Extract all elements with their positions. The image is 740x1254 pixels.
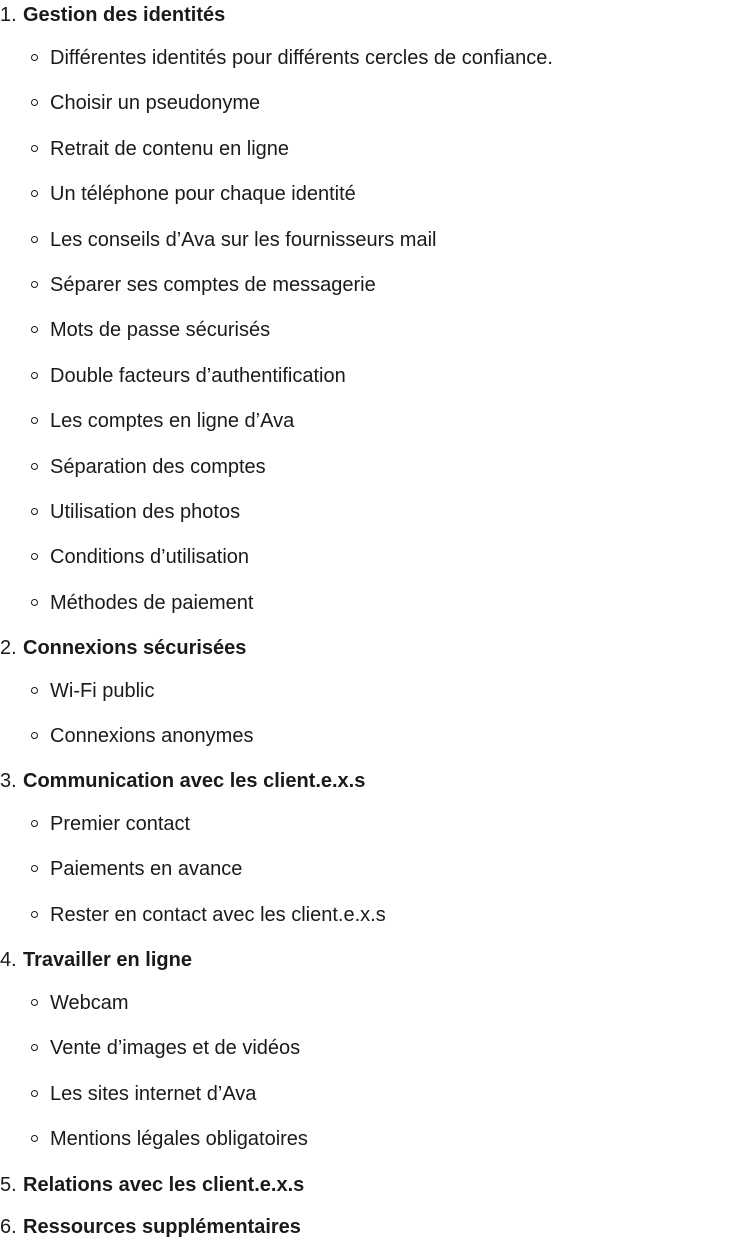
toc-item[interactable] [0,227,740,272]
hollow-circle-bullet-icon [31,1090,38,1097]
toc-item-label[interactable]: Wi-Fi public [50,680,155,702]
toc-item-label[interactable]: Différentes identités pour différents cercles de confiance. [50,47,553,69]
toc-item[interactable] [0,856,740,901]
toc-item-label[interactable]: Méthodes de paiement [50,591,254,614]
section-number: 5. [0,1174,17,1196]
hollow-circle-bullet-icon [31,463,38,470]
section-title[interactable]: Relations avec les client.e.x.s [23,1174,305,1196]
hollow-circle-bullet-icon [31,99,38,106]
section-number: 6. [0,1216,17,1238]
toc-item[interactable] [0,136,740,181]
toc-item-label[interactable]: Séparer ses comptes de messagerie [50,274,376,296]
hollow-circle-bullet-icon [31,508,38,515]
hollow-circle-bullet-icon [31,281,38,288]
toc-item[interactable] [0,408,740,453]
toc-item[interactable] [0,1035,740,1080]
hollow-circle-bullet-icon [31,911,38,918]
toc-item-label[interactable]: Les sites internet d’Ava [50,1082,257,1105]
toc-item-label[interactable]: Conditions d’utilisation [50,546,250,569]
hollow-circle-bullet-icon [31,820,38,827]
section-title[interactable]: Travailler en ligne [23,949,192,971]
hollow-circle-bullet-icon [31,236,38,243]
toc-item[interactable] [0,678,740,723]
section-number: 1. [0,4,17,26]
toc-item[interactable] [0,454,740,499]
section-number: 3. [0,770,17,792]
toc-item[interactable] [0,723,740,768]
section-title[interactable]: Communication avec les client.e.x.s [23,770,366,792]
toc-item-label[interactable]: Webcam [50,992,129,1014]
toc-item[interactable] [0,45,740,90]
toc-item-label[interactable]: Séparation des comptes [50,455,266,478]
toc-item[interactable] [0,544,740,589]
toc-item[interactable] [0,1126,740,1171]
toc-item-label[interactable]: Retrait de contenu en ligne [50,137,290,160]
toc-item-label[interactable]: Les comptes en ligne d’Ava [50,410,295,433]
hollow-circle-bullet-icon [31,372,38,379]
toc-section[interactable] [0,945,740,987]
toc-section[interactable] [0,1212,740,1254]
toc-item[interactable] [0,363,740,408]
hollow-circle-bullet-icon [31,1135,38,1142]
toc-item-label[interactable]: Vente d’images et de vidéos [50,1037,301,1060]
hollow-circle-bullet-icon [31,54,38,61]
toc-item[interactable] [0,1081,740,1126]
hollow-circle-bullet-icon [31,599,38,606]
hollow-circle-bullet-icon [31,1044,38,1051]
toc-item-label[interactable]: Un téléphone pour chaque identité [50,183,356,206]
toc-section[interactable] [0,1170,740,1212]
toc-item-label[interactable]: Double facteurs d’authentification [50,364,346,387]
section-title[interactable]: Connexions sécurisées [23,637,247,659]
toc-item-label[interactable]: Les conseils d’Ava sur les fournisseurs mail [50,228,437,251]
toc-item[interactable] [0,499,740,544]
hollow-circle-bullet-icon [31,999,38,1006]
toc-item[interactable] [0,317,740,362]
section-title[interactable]: Ressources supplémentaires [23,1216,301,1238]
toc-item[interactable] [0,990,740,1035]
toc-item[interactable] [0,590,740,635]
hollow-circle-bullet-icon [31,145,38,152]
toc-item-label[interactable]: Rester en contact avec les client.e.x.s [50,903,386,926]
toc-section[interactable] [0,633,740,675]
toc-item[interactable] [0,90,740,135]
hollow-circle-bullet-icon [31,190,38,197]
section-title[interactable]: Gestion des identités [23,4,226,26]
hollow-circle-bullet-icon [31,326,38,333]
hollow-circle-bullet-icon [31,865,38,872]
toc-item-label[interactable]: Mots de passe sécurisés [50,319,271,342]
toc-item[interactable] [0,272,740,317]
toc-item[interactable] [0,181,740,226]
hollow-circle-bullet-icon [31,553,38,560]
hollow-circle-bullet-icon [31,417,38,424]
toc-item-label[interactable]: Choisir un pseudonyme [50,92,261,115]
toc-section[interactable] [0,766,740,808]
toc-item[interactable] [0,811,740,856]
toc-item-label[interactable]: Premier contact [50,813,191,835]
hollow-circle-bullet-icon [31,732,38,739]
toc-item-label[interactable]: Connexions anonymes [50,725,254,748]
toc-item[interactable] [0,902,740,947]
toc-item-label[interactable]: Paiements en avance [50,858,243,881]
section-number: 2. [0,637,17,659]
hollow-circle-bullet-icon [31,687,38,694]
toc-section[interactable] [0,0,740,42]
toc-item-label[interactable]: Mentions légales obligatoires [50,1128,308,1151]
toc-item-label[interactable]: Utilisation des photos [50,501,241,523]
section-number: 4. [0,949,17,971]
